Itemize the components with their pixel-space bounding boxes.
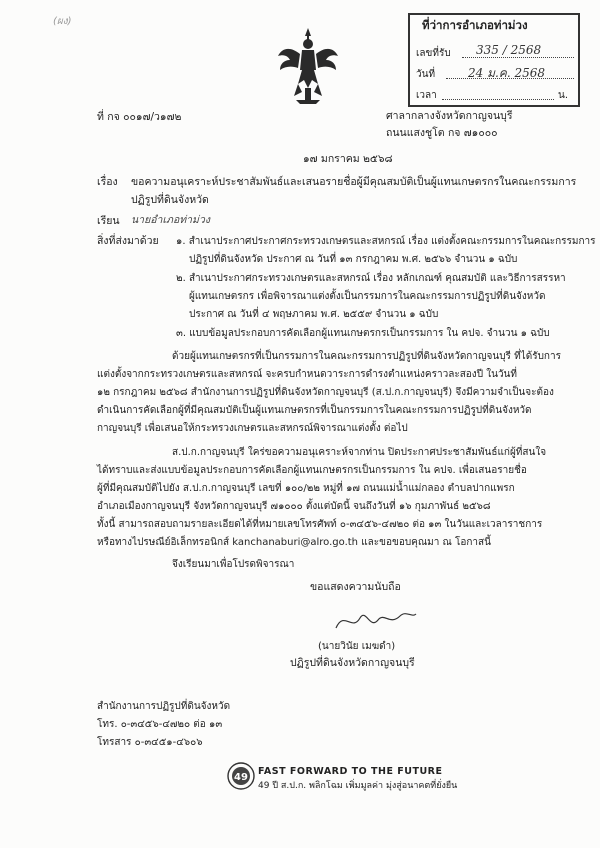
stamp-time-label: เวลา (416, 90, 437, 101)
paragraph2-line1: ส.ป.ก.กาญจนบุรี ใคร่ขอความอนุเคราะห์จากท่าน ปิดประกาศประชาสัมพันธ์แก่ผู้ที่สนใจ (172, 447, 547, 458)
org-address-line2: ถนนแสงชูโต กจ ๗๑๐๐๐ (386, 127, 498, 139)
stamp-receive-value: 335 / 2568 (476, 43, 542, 57)
salutation-label: เรียน (97, 215, 120, 227)
footer-subtagline: 49 ปี ส.ป.ก. พลิกโฉม เพิ่มมูลค่า มุ่งสู่อนาคตที่ยั่งยืน (258, 781, 458, 791)
stamp-time-suffix: น. (558, 90, 569, 101)
footer-fax: โทรสาร ๐-๓๔๕๑-๔๖๐๖ (97, 737, 203, 748)
paragraph2-line4: อำเภอเมืองกาญจนบุรี จังหวัดกาญจนบุรี ๗๑๐๐๐ ตั้งแต่บัดนี้ จนถึงวันที่ ๑๖ กุมภาพันธ์ ๒๕๖๘ (97, 501, 491, 512)
paragraph1-line2: แต่งตั้งจากกระทรวงเกษตรและสหกรณ์ จะครบกำหนดวาระการดำรงตำแหน่งคราวละสองปี ในวันที่ (97, 369, 517, 380)
enclosure-2-line2: ผู้แทนเกษตรกร เพื่อพิจารณาแต่งตั้งเป็นกรรมการในคณะกรรมการปฏิรูปที่ดินจังหวัด (189, 291, 546, 302)
enclosure-2-line3: ประกาศ ณ วันที่ ๔ พฤษภาคม พ.ศ. ๒๕๕๙ จำนวน ๑ ฉบับ (189, 309, 439, 320)
footer-tagline: FAST FORWARD TO THE FUTURE (258, 766, 443, 777)
salutation-recipient: นายอำเภอท่าม่วง (131, 214, 211, 226)
paragraph2-line5: ทั้งนี้ สามารถสอบถามรายละเอียดได้ที่หมายเลขโทรศัพท์ ๐-๓๔๕๖-๔๗๒๐ ต่อ ๑๓ ในวันและเวลาราชการ (97, 519, 543, 530)
paragraph1-line4: ดำเนินการคัดเลือกผู้ที่มีคุณสมบัติเป็นผู้แทนเกษตรกรที่เป็นกรรมการในคณะกรรมการปฏิรูปที่ดินจังหวัด (97, 405, 532, 416)
paragraph1-line5: กาญจนบุรี เพื่อเสนอให้กระทรวงเกษตรและสหกรณ์พิจารณาแต่งตั้ง ต่อไป (97, 423, 408, 434)
subject-label: เรื่อง (97, 176, 118, 188)
garuda-emblem-icon (276, 26, 340, 106)
receive-stamp (408, 13, 580, 107)
enclosure-1-line2: ปฏิรูปที่ดินจังหวัด ประกาศ ณ วันที่ ๑๓ กรกฎาคม พ.ศ. ๒๕๖๖ จำนวน ๑ ฉบับ (189, 254, 518, 265)
enclosures-label: สิ่งที่ส่งมาด้วย (97, 235, 159, 247)
footer-phone: โทร. ๐-๓๔๕๖-๔๗๒๐ ต่อ ๑๓ (97, 719, 223, 730)
enclosure-3-line1: ๓. แบบข้อมูลประกอบการคัดเลือกผู้แทนเกษตรกรเป็นกรรมการ ใน คปจ. จำนวน ๑ ฉบับ (176, 328, 550, 339)
org-address-line1: ศาลากลางจังหวัดกาญจนบุรี (386, 110, 513, 122)
stamp-title: ที่ว่าการอำเภอท่าม่วง (422, 18, 528, 32)
subject-line1: ขอความอนุเคราะห์ประชาสัมพันธ์และเสนอรายชื่อผู้มีคุณสมบัติเป็นผู้แทนเกษตรกรในคณะกรรมการ (131, 176, 577, 188)
stamp-date-value: 24 ม.ค. 2568 (468, 66, 546, 80)
stamp-receive-label: เลขที่รับ (416, 48, 451, 59)
footer-office: สำนักงานการปฏิรูปที่ดินจังหวัด (97, 701, 231, 712)
subject-line2: ปฏิรูปที่ดินจังหวัด (131, 194, 209, 206)
signature-icon (330, 600, 420, 640)
corner-note: (ผง) (53, 16, 72, 27)
paragraph1-line3: ๑๒ กรกฎาคม ๒๕๖๘ สำนักงานการปฏิรูปที่ดินจังหวัดกาญจนบุรี (ส.ป.ก.กาญจนบุรี) จึงมีความจำเป็นจะต้อง (97, 387, 554, 398)
signer-name: (นายวินัย เมฆดำ) (318, 641, 396, 652)
enclosure-2-line1: ๒. สำเนาประกาศกระทรวงเกษตรและสหกรณ์ เรื่อง หลักเกณฑ์ คุณสมบัติ และวิธีการสรรหา (176, 273, 566, 284)
stamp-date-label: วันที่ (416, 69, 436, 80)
paragraph2-line6: หรือทางไปรษณีย์อิเล็กทรอนิกส์ kanchanaburi@alro.go.th และขอขอบคุณมา ณ โอกาสนี้ (97, 537, 491, 548)
signer-position: ปฏิรูปที่ดินจังหวัดกาญจนบุรี (290, 657, 415, 669)
paragraph3: จึงเรียนมาเพื่อโปรดพิจารณา (172, 559, 295, 570)
alro-logo-icon (227, 762, 255, 790)
document-date: ๑๗ มกราคม ๒๕๖๘ (303, 153, 393, 165)
closing-regards: ขอแสดงความนับถือ (310, 581, 401, 593)
paragraph2-line2: ได้ทราบและส่งแบบข้อมูลประกอบการคัดเลือกผู้แทนเกษตรกรเป็นกรรมการ ใน คปจ. เพื่อเสนอรายชื่อ (97, 465, 527, 476)
document-number: ที่ กจ ๐๐๑๗/ว๑๗๒ (97, 111, 182, 123)
enclosure-1-line1: ๑. สำเนาประกาศประกาศกระทรวงเกษตรและสหกรณ์ เรื่อง แต่งตั้งคณะกรรมการในคณะกรรมการ (176, 236, 596, 247)
svg-text:49: 49 (234, 772, 248, 783)
paragraph2-line3: ผู้ที่มีคุณสมบัติไปยัง ส.ป.ก.กาญจนบุรี เลขที่ ๑๐๐/๒๒ หมู่ที่ ๑๗ ถนนแม่น้ำแม่กลอง ตำบลปากแพรก (97, 483, 515, 494)
paragraph1-line1: ด้วยผู้แทนเกษตรกรที่เป็นกรรมการในคณะกรรมการปฏิรูปที่ดินจังหวัดกาญจนบุรี ที่ได้รับการ (172, 351, 561, 362)
